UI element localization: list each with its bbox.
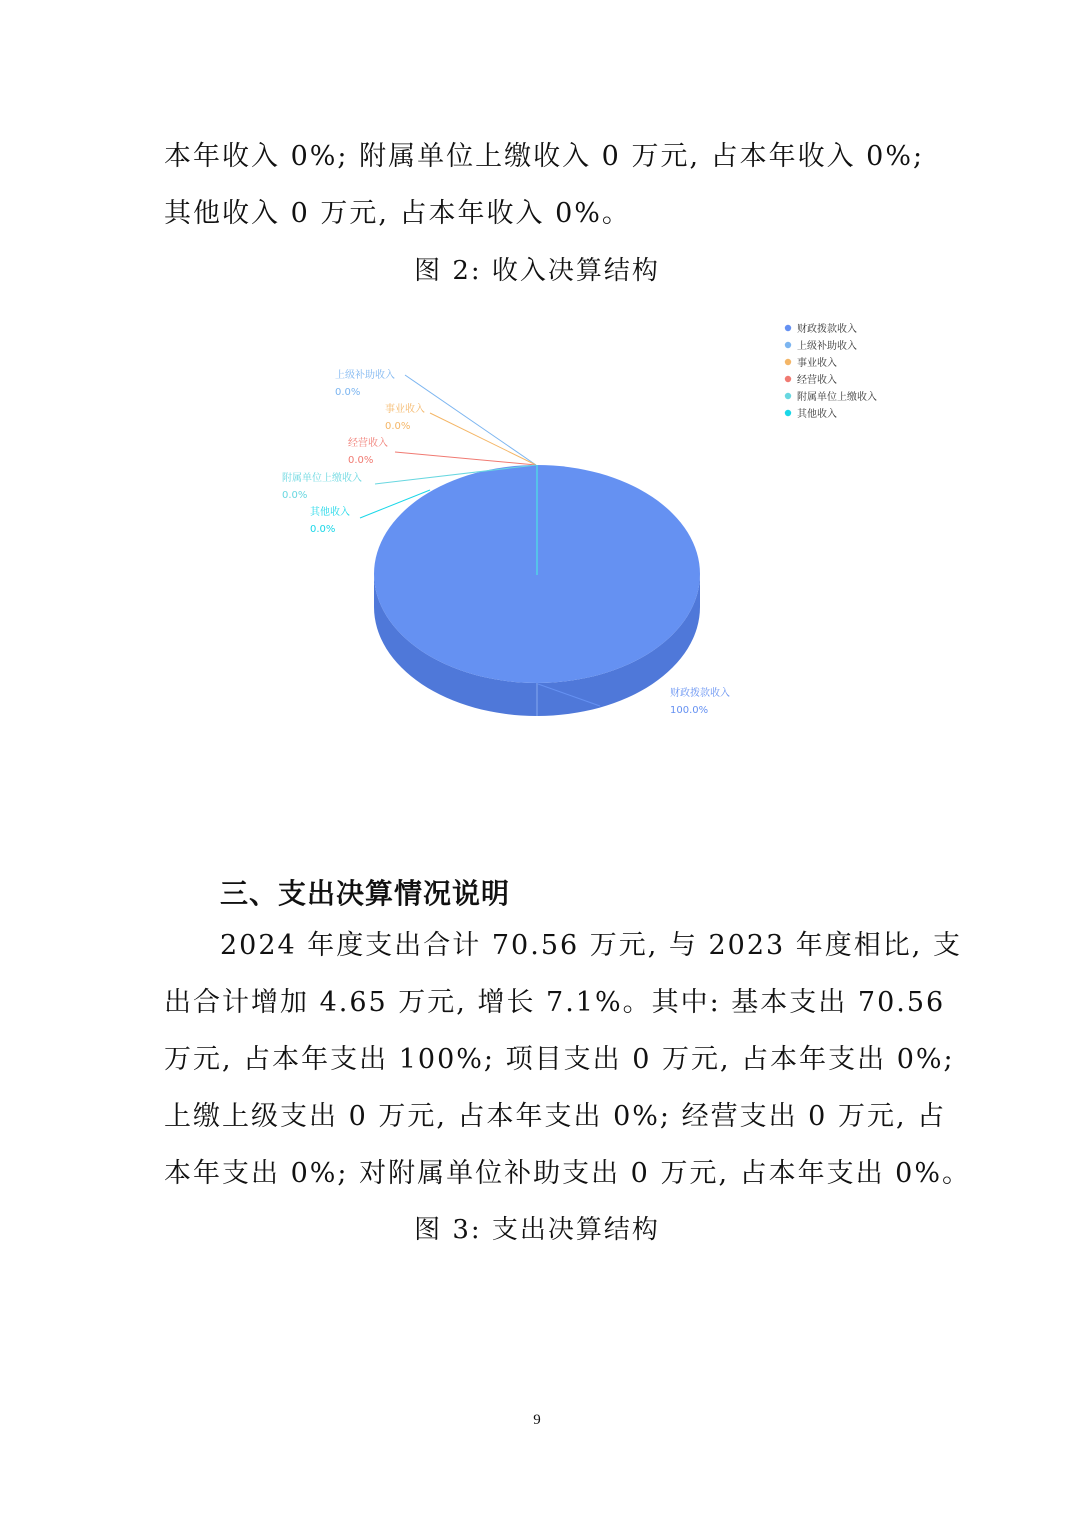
legend-marker-经营收入 bbox=[785, 376, 791, 382]
legend-marker-事业收入 bbox=[785, 359, 791, 365]
paragraph2-line4: 上缴上级支出 0 万元, 占本年支出 0%; 经营支出 0 万元, 占 bbox=[164, 1101, 947, 1132]
paragraph2-line1: 2024 年度支出合计 70.56 万元, 与 2023 年度相比, 支 bbox=[220, 930, 962, 961]
data-label-上级补助收入: 上级补助收入 bbox=[335, 370, 395, 381]
legend-item-财政拨款收入: 财政拨款收入 bbox=[797, 324, 857, 335]
data-value-财政拨款收入: 100.0% bbox=[670, 705, 709, 716]
income-pie-chart bbox=[270, 318, 900, 738]
figure2-caption: 图 2: 收入决算结构 bbox=[414, 256, 660, 286]
leader-line-经营收入 bbox=[395, 452, 536, 465]
leader-line-事业收入 bbox=[430, 413, 536, 465]
data-value-事业收入: 0.0% bbox=[385, 421, 411, 432]
legend-marker-上级补助收入 bbox=[785, 342, 791, 348]
data-label-其他收入: 其他收入 bbox=[310, 507, 350, 518]
data-label-附属单位上缴收入: 附属单位上缴收入 bbox=[282, 473, 362, 484]
paragraph1-line1: 本年收入 0%; 附属单位上缴收入 0 万元, 占本年收入 0%; bbox=[164, 141, 925, 172]
paragraph2-line3: 万元, 占本年支出 100%; 项目支出 0 万元, 占本年支出 0%; bbox=[164, 1044, 955, 1075]
data-label-事业收入: 事业收入 bbox=[385, 404, 425, 415]
leader-line-上级补助收入 bbox=[405, 375, 536, 465]
figure3-caption: 图 3: 支出决算结构 bbox=[414, 1215, 660, 1245]
paragraph1-line2: 其他收入 0 万元, 占本年收入 0%。 bbox=[164, 198, 631, 229]
legend-marker-附属单位上缴收入 bbox=[785, 393, 791, 399]
legend-item-上级补助收入: 上级补助收入 bbox=[797, 341, 857, 352]
paragraph2-line2: 出合计增加 4.65 万元, 增长 7.1%。其中: 基本支出 70.56 bbox=[164, 987, 946, 1018]
section3-heading: 三、支出决算情况说明 bbox=[220, 877, 511, 910]
legend-item-事业收入: 事业收入 bbox=[797, 358, 837, 369]
paragraph2-line5: 本年支出 0%; 对附属单位补助支出 0 万元, 占本年支出 0%。 bbox=[164, 1158, 972, 1189]
data-value-附属单位上缴收入: 0.0% bbox=[282, 490, 308, 501]
legend-marker-财政拨款收入 bbox=[785, 325, 791, 331]
data-value-其他收入: 0.0% bbox=[310, 524, 336, 535]
legend-item-经营收入: 经营收入 bbox=[797, 375, 837, 386]
data-value-经营收入: 0.0% bbox=[348, 455, 374, 466]
legend-marker-其他收入 bbox=[785, 410, 791, 416]
legend-item-附属单位上缴收入: 附属单位上缴收入 bbox=[797, 392, 877, 403]
legend-item-其他收入: 其他收入 bbox=[797, 409, 837, 420]
page-number: 9 bbox=[533, 1412, 541, 1428]
data-label-财政拨款收入: 财政拨款收入 bbox=[670, 688, 730, 699]
data-label-经营收入: 经营收入 bbox=[348, 438, 388, 449]
data-value-上级补助收入: 0.0% bbox=[335, 387, 361, 398]
